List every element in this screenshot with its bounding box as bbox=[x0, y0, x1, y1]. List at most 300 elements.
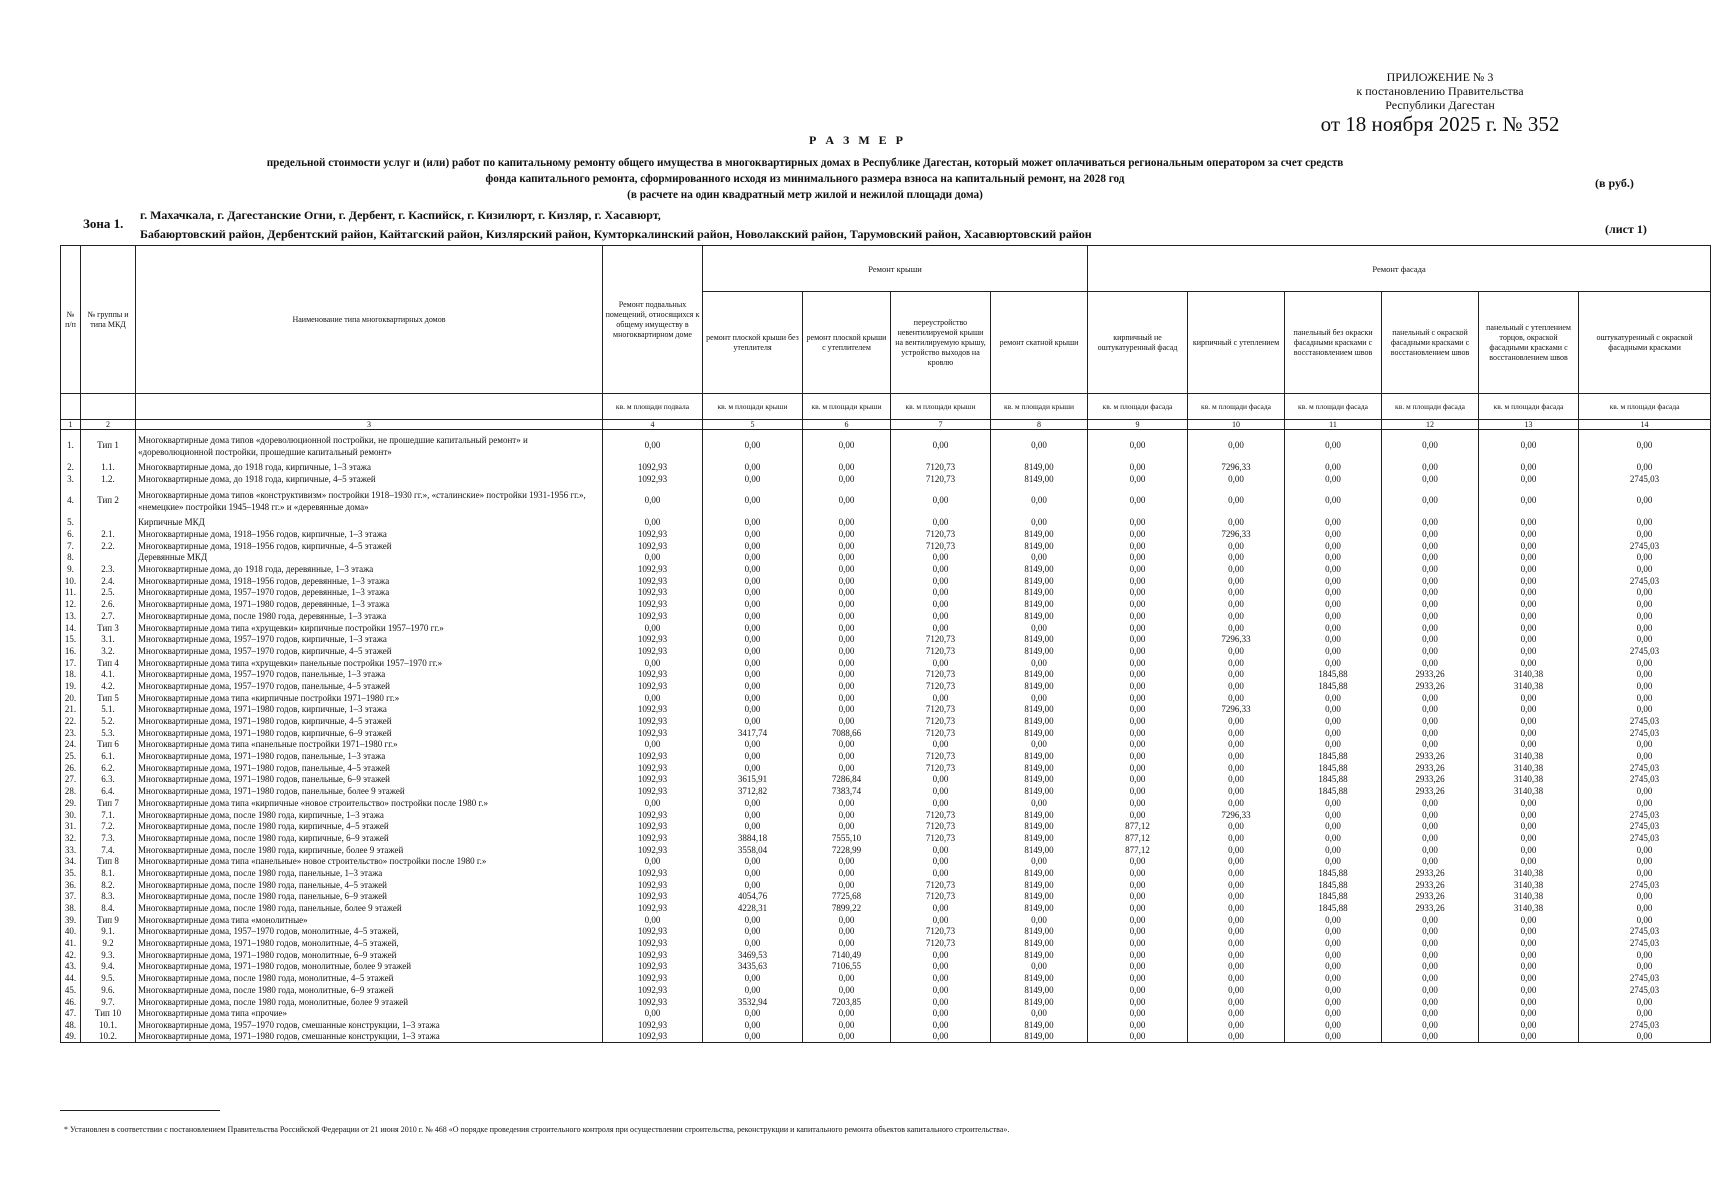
value-cell: 0,00 bbox=[703, 984, 803, 996]
type-cell: 3.1. bbox=[81, 634, 136, 646]
type-cell: 1.2. bbox=[81, 473, 136, 485]
value-cell: 7296,33 bbox=[1188, 462, 1285, 474]
row-number-cell: 37. bbox=[61, 891, 81, 903]
value-cell: 0,00 bbox=[1285, 856, 1382, 868]
value-cell: 0,00 bbox=[803, 1008, 891, 1020]
unit-cell: кв. м площади крыши bbox=[991, 394, 1088, 420]
value-cell: 0,00 bbox=[1285, 984, 1382, 996]
value-cell: 0,00 bbox=[1579, 462, 1711, 474]
value-cell: 0,00 bbox=[703, 973, 803, 985]
value-cell: 7383,74 bbox=[803, 786, 891, 798]
unit-cell: кв. м площади крыши bbox=[703, 394, 803, 420]
value-cell: 0,00 bbox=[1479, 575, 1579, 587]
name-cell: Многоквартирные дома, после 1980 года, монолитные, 6–9 этажей bbox=[136, 984, 603, 996]
value-cell: 0,00 bbox=[703, 809, 803, 821]
value-cell: 877,12 bbox=[1088, 832, 1188, 844]
unit-cell: кв. м площади подвала bbox=[603, 394, 703, 420]
value-cell: 0,00 bbox=[1088, 587, 1188, 599]
value-cell: 7296,33 bbox=[1188, 634, 1285, 646]
value-cell: 0,00 bbox=[703, 704, 803, 716]
value-cell: 3140,38 bbox=[1479, 669, 1579, 681]
value-cell: 0,00 bbox=[891, 856, 991, 868]
value-cell: 0,00 bbox=[803, 430, 891, 462]
value-cell: 0,00 bbox=[1188, 610, 1285, 622]
value-cell: 0,00 bbox=[1088, 903, 1188, 915]
value-cell: 8149,00 bbox=[991, 832, 1088, 844]
table-row bbox=[61, 564, 1711, 576]
value-cell: 0,00 bbox=[1188, 575, 1285, 587]
value-cell: 0,00 bbox=[603, 552, 703, 564]
value-cell: 0,00 bbox=[1479, 914, 1579, 926]
value-cell: 0,00 bbox=[703, 751, 803, 763]
value-cell: 8149,00 bbox=[991, 587, 1088, 599]
value-cell: 0,00 bbox=[1382, 622, 1479, 634]
value-cell: 1092,93 bbox=[603, 587, 703, 599]
value-cell: 877,12 bbox=[1088, 844, 1188, 856]
value-cell: 0,00 bbox=[1285, 727, 1382, 739]
value-cell: 0,00 bbox=[803, 517, 891, 529]
value-cell: 1092,93 bbox=[603, 599, 703, 611]
value-cell: 0,00 bbox=[803, 552, 891, 564]
row-number-cell: 36. bbox=[61, 879, 81, 891]
value-cell: 7725,68 bbox=[803, 891, 891, 903]
type-cell: 3.2. bbox=[81, 645, 136, 657]
value-cell: 0,00 bbox=[803, 879, 891, 891]
value-cell: 0,00 bbox=[703, 1019, 803, 1031]
value-cell: 0,00 bbox=[891, 844, 991, 856]
value-cell: 0,00 bbox=[1088, 540, 1188, 552]
name-cell: Кирпичные МКД bbox=[136, 517, 603, 529]
value-cell: 0,00 bbox=[1088, 599, 1188, 611]
value-cell: 0,00 bbox=[1479, 832, 1579, 844]
name-cell: Многоквартирные дома, 1971–1980 годов, деревянные, 1–3 этажа bbox=[136, 599, 603, 611]
unit-cell: кв. м площади фасада bbox=[1188, 394, 1285, 420]
value-cell: 0,00 bbox=[1088, 786, 1188, 798]
row-number-cell: 7. bbox=[61, 540, 81, 552]
type-cell: Тип 3 bbox=[81, 622, 136, 634]
value-cell: 1092,93 bbox=[603, 564, 703, 576]
value-cell: 0,00 bbox=[1479, 938, 1579, 950]
row-number-cell: 21. bbox=[61, 704, 81, 716]
table-row bbox=[61, 634, 1711, 646]
appendix-title: ПРИЛОЖЕНИЕ № 3 bbox=[1386, 70, 1494, 84]
zone-label: Зона 1. bbox=[83, 216, 124, 231]
value-cell: 8149,00 bbox=[991, 938, 1088, 950]
value-cell: 0,00 bbox=[1579, 564, 1711, 576]
value-cell: 0,00 bbox=[1088, 692, 1188, 704]
value-cell: 2745,03 bbox=[1579, 879, 1711, 891]
type-cell: 9.7. bbox=[81, 996, 136, 1008]
type-cell: Тип 1 bbox=[81, 430, 136, 462]
value-cell: 0,00 bbox=[1382, 575, 1479, 587]
value-cell: 0,00 bbox=[603, 856, 703, 868]
name-cell: Многоквартирные дома, 1957–1970 годов, смешанные конструкции, 1–3 этажа bbox=[136, 1019, 603, 1031]
value-cell: 0,00 bbox=[603, 430, 703, 462]
value-cell: 0,00 bbox=[1188, 669, 1285, 681]
value-cell: 0,00 bbox=[1579, 485, 1711, 517]
value-cell: 1092,93 bbox=[603, 462, 703, 474]
value-cell: 0,00 bbox=[1479, 634, 1579, 646]
value-cell: 0,00 bbox=[703, 1008, 803, 1020]
value-cell: 0,00 bbox=[1285, 552, 1382, 564]
header-roof-group: Ремонт крыши bbox=[703, 246, 1088, 292]
value-cell: 7296,33 bbox=[1188, 704, 1285, 716]
value-cell: 2745,03 bbox=[1579, 473, 1711, 485]
row-number-cell: 32. bbox=[61, 832, 81, 844]
value-cell: 3140,38 bbox=[1479, 903, 1579, 915]
name-cell: Многоквартирные дома, 1918–1956 годов, кирпичные, 4–5 этажей bbox=[136, 540, 603, 552]
value-cell: 0,00 bbox=[1382, 587, 1479, 599]
value-cell: 0,00 bbox=[891, 868, 991, 880]
value-cell: 0,00 bbox=[703, 657, 803, 669]
value-cell: 0,00 bbox=[1188, 540, 1285, 552]
value-cell: 0,00 bbox=[991, 856, 1088, 868]
value-cell: 0,00 bbox=[1285, 926, 1382, 938]
column-number: 2 bbox=[81, 420, 136, 430]
value-cell: 0,00 bbox=[1479, 984, 1579, 996]
value-cell: 0,00 bbox=[703, 599, 803, 611]
value-cell: 0,00 bbox=[803, 973, 891, 985]
appendix-date: от 18 ноября 2025 г. № 352 bbox=[1320, 112, 1560, 136]
value-cell: 2745,03 bbox=[1579, 575, 1711, 587]
value-cell: 0,00 bbox=[1579, 622, 1711, 634]
type-cell: 2.2. bbox=[81, 540, 136, 552]
value-cell: 2933,26 bbox=[1382, 868, 1479, 880]
value-cell: 0,00 bbox=[1285, 462, 1382, 474]
value-cell: 0,00 bbox=[1088, 1019, 1188, 1031]
row-number-cell: 42. bbox=[61, 949, 81, 961]
value-cell: 0,00 bbox=[1579, 949, 1711, 961]
unit-cell: кв. м площади фасада bbox=[1088, 394, 1188, 420]
row-number-cell: 45. bbox=[61, 984, 81, 996]
column-number: 12 bbox=[1382, 420, 1479, 430]
name-cell: Многоквартирные дома, 1971–1980 годов, монолитные, более 9 этажей bbox=[136, 961, 603, 973]
name-cell: Многоквартирные дома типа «панельные постройки 1971–1980 гг.» bbox=[136, 739, 603, 751]
value-cell: 0,00 bbox=[1285, 914, 1382, 926]
value-cell: 0,00 bbox=[703, 692, 803, 704]
row-number-cell: 29. bbox=[61, 797, 81, 809]
value-cell: 0,00 bbox=[1479, 473, 1579, 485]
name-cell: Многоквартирные дома, после 1980 года, панельные, 6–9 этажей bbox=[136, 891, 603, 903]
type-cell: 4.2. bbox=[81, 681, 136, 693]
value-cell: 0,00 bbox=[1088, 1031, 1188, 1043]
value-cell: 1092,93 bbox=[603, 844, 703, 856]
value-cell: 0,00 bbox=[1188, 973, 1285, 985]
value-cell: 0,00 bbox=[703, 462, 803, 474]
footnote-text: Установлен в соответствии с постановлением Правительства Российской Федерации от 21 июня 2010 г. № 468 «О порядке проведения строительного контроля при осуществлении строительства, реконструкции и капитального ремонта объектов капитального строительства». bbox=[70, 1125, 1010, 1134]
table-row bbox=[61, 692, 1711, 704]
header-facade-panel-insulated: панельный с утеплением торцов, окраской фасадными красками с восстановлением швов bbox=[1479, 292, 1579, 394]
row-number-cell: 28. bbox=[61, 786, 81, 798]
name-cell: Многоквартирные дома, 1971–1980 годов, панельные, более 9 этажей bbox=[136, 786, 603, 798]
value-cell: 0,00 bbox=[891, 657, 991, 669]
value-cell: 0,00 bbox=[1088, 891, 1188, 903]
value-cell: 0,00 bbox=[991, 961, 1088, 973]
value-cell: 0,00 bbox=[703, 529, 803, 541]
value-cell: 1845,88 bbox=[1285, 786, 1382, 798]
value-cell: 0,00 bbox=[703, 540, 803, 552]
value-cell: 0,00 bbox=[1479, 727, 1579, 739]
value-cell: 1092,93 bbox=[603, 473, 703, 485]
row-number-cell: 11. bbox=[61, 587, 81, 599]
value-cell: 0,00 bbox=[803, 540, 891, 552]
unit-cell: кв. м площади фасада bbox=[1382, 394, 1479, 420]
value-cell: 0,00 bbox=[1188, 903, 1285, 915]
value-cell: 0,00 bbox=[1579, 704, 1711, 716]
value-cell: 0,00 bbox=[703, 821, 803, 833]
value-cell: 0,00 bbox=[1382, 973, 1479, 985]
column-number: 8 bbox=[991, 420, 1088, 430]
value-cell: 7120,73 bbox=[891, 727, 991, 739]
value-cell: 0,00 bbox=[1579, 1008, 1711, 1020]
value-cell: 0,00 bbox=[803, 529, 891, 541]
value-cell: 2745,03 bbox=[1579, 926, 1711, 938]
value-cell: 0,00 bbox=[1382, 949, 1479, 961]
value-cell: 1092,93 bbox=[603, 575, 703, 587]
row-number-cell: 41. bbox=[61, 938, 81, 950]
value-cell: 1092,93 bbox=[603, 1019, 703, 1031]
value-cell: 8149,00 bbox=[991, 645, 1088, 657]
value-cell: 0,00 bbox=[1382, 462, 1479, 474]
value-cell: 0,00 bbox=[803, 984, 891, 996]
value-cell: 0,00 bbox=[991, 517, 1088, 529]
value-cell: 0,00 bbox=[803, 587, 891, 599]
value-cell: 0,00 bbox=[1285, 622, 1382, 634]
value-cell: 1845,88 bbox=[1285, 681, 1382, 693]
value-cell: 1092,93 bbox=[603, 949, 703, 961]
value-cell: 7120,73 bbox=[891, 926, 991, 938]
value-cell: 0,00 bbox=[991, 622, 1088, 634]
value-cell: 0,00 bbox=[1088, 868, 1188, 880]
type-cell: 1.1. bbox=[81, 462, 136, 474]
value-cell: 0,00 bbox=[1382, 610, 1479, 622]
value-cell: 1092,93 bbox=[603, 891, 703, 903]
column-number: 10 bbox=[1188, 420, 1285, 430]
value-cell: 0,00 bbox=[1382, 961, 1479, 973]
value-cell: 0,00 bbox=[1188, 797, 1285, 809]
value-cell: 0,00 bbox=[1382, 739, 1479, 751]
value-cell: 1092,93 bbox=[603, 868, 703, 880]
value-cell: 7140,49 bbox=[803, 949, 891, 961]
value-cell: 1092,93 bbox=[603, 774, 703, 786]
value-cell: 0,00 bbox=[1382, 914, 1479, 926]
value-cell: 8149,00 bbox=[991, 727, 1088, 739]
value-cell: 0,00 bbox=[803, 610, 891, 622]
value-cell: 1092,93 bbox=[603, 529, 703, 541]
value-cell: 0,00 bbox=[1579, 961, 1711, 973]
value-cell: 0,00 bbox=[1479, 552, 1579, 564]
value-cell: 0,00 bbox=[1479, 610, 1579, 622]
appendix-ref-2: Республики Дагестан bbox=[1385, 98, 1495, 112]
row-number-cell: 15. bbox=[61, 634, 81, 646]
value-cell: 0,00 bbox=[1479, 587, 1579, 599]
value-cell: 2933,26 bbox=[1382, 891, 1479, 903]
name-cell: Многоквартирные дома, 1957–1970 годов, монолитные, 4–5 этажей, bbox=[136, 926, 603, 938]
name-cell: Многоквартирные дома, 1957–1970 годов, деревянные, 1–3 этажа bbox=[136, 587, 603, 599]
table-row bbox=[61, 891, 1711, 903]
row-number-cell: 27. bbox=[61, 774, 81, 786]
value-cell: 0,00 bbox=[1188, 645, 1285, 657]
value-cell: 0,00 bbox=[1479, 1008, 1579, 1020]
name-cell: Многоквартирные дома типа «кирпичные «новое строительство» постройки после 1980 г.» bbox=[136, 797, 603, 809]
type-cell: Тип 2 bbox=[81, 485, 136, 517]
table-row bbox=[61, 473, 1711, 485]
value-cell: 0,00 bbox=[1382, 645, 1479, 657]
table-row bbox=[61, 1008, 1711, 1020]
value-cell: 0,00 bbox=[803, 739, 891, 751]
value-cell: 0,00 bbox=[1285, 575, 1382, 587]
value-cell: 0,00 bbox=[1188, 1031, 1285, 1043]
value-cell: 3140,38 bbox=[1479, 751, 1579, 763]
value-cell: 8149,00 bbox=[991, 984, 1088, 996]
value-cell: 0,00 bbox=[1188, 786, 1285, 798]
row-number-cell: 40. bbox=[61, 926, 81, 938]
value-cell: 0,00 bbox=[1285, 809, 1382, 821]
value-cell: 0,00 bbox=[603, 797, 703, 809]
value-cell: 0,00 bbox=[1188, 517, 1285, 529]
table-row bbox=[61, 926, 1711, 938]
header-name: Наименование типа многоквартирных домов bbox=[136, 246, 603, 394]
value-cell: 0,00 bbox=[1188, 914, 1285, 926]
value-cell: 0,00 bbox=[991, 797, 1088, 809]
cost-table bbox=[60, 245, 1711, 1043]
row-number-cell: 46. bbox=[61, 996, 81, 1008]
value-cell: 2745,03 bbox=[1579, 774, 1711, 786]
value-cell: 8149,00 bbox=[991, 926, 1088, 938]
value-cell: 2745,03 bbox=[1579, 1019, 1711, 1031]
row-number-cell: 43. bbox=[61, 961, 81, 973]
name-cell: Многоквартирные дома, после 1980 года, кирпичные, 4–5 этажей bbox=[136, 821, 603, 833]
value-cell: 0,00 bbox=[1188, 821, 1285, 833]
row-number-cell: 8. bbox=[61, 552, 81, 564]
value-cell: 0,00 bbox=[1382, 692, 1479, 704]
value-cell: 0,00 bbox=[703, 914, 803, 926]
value-cell: 0,00 bbox=[1088, 914, 1188, 926]
type-cell: 7.4. bbox=[81, 844, 136, 856]
value-cell: 0,00 bbox=[1088, 774, 1188, 786]
type-cell: 6.3. bbox=[81, 774, 136, 786]
row-number-cell: 35. bbox=[61, 868, 81, 880]
table-row bbox=[61, 973, 1711, 985]
value-cell: 8149,00 bbox=[991, 868, 1088, 880]
row-number-cell: 4. bbox=[61, 485, 81, 517]
value-cell: 0,00 bbox=[803, 1019, 891, 1031]
value-cell: 0,00 bbox=[1285, 1031, 1382, 1043]
row-number-cell: 44. bbox=[61, 973, 81, 985]
value-cell: 0,00 bbox=[1479, 949, 1579, 961]
type-cell: 2.5. bbox=[81, 587, 136, 599]
value-cell: 7120,73 bbox=[891, 645, 991, 657]
name-cell: Многоквартирные дома, до 1918 года, кирпичные, 1–3 этажа bbox=[136, 462, 603, 474]
value-cell: 0,00 bbox=[1188, 657, 1285, 669]
value-cell: 0,00 bbox=[1382, 856, 1479, 868]
value-cell: 0,00 bbox=[1285, 692, 1382, 704]
value-cell: 3712,82 bbox=[703, 786, 803, 798]
value-cell: 0,00 bbox=[1088, 797, 1188, 809]
value-cell: 0,00 bbox=[1382, 821, 1479, 833]
value-cell: 0,00 bbox=[1285, 832, 1382, 844]
value-cell: 0,00 bbox=[1479, 529, 1579, 541]
type-cell: 2.6. bbox=[81, 599, 136, 611]
unit-cell bbox=[61, 394, 81, 420]
type-cell: 10.1. bbox=[81, 1019, 136, 1031]
header-roof-pitched: ремонт скатной крыши bbox=[991, 292, 1088, 394]
table-row bbox=[61, 984, 1711, 996]
name-cell: Многоквартирные дома, после 1980 года, панельные, 1–3 этажа bbox=[136, 868, 603, 880]
value-cell: 7120,73 bbox=[891, 821, 991, 833]
currency-note: (в руб.) bbox=[1595, 176, 1634, 190]
value-cell: 0,00 bbox=[1088, 634, 1188, 646]
value-cell: 0,00 bbox=[1382, 844, 1479, 856]
value-cell: 1092,93 bbox=[603, 903, 703, 915]
value-cell: 8149,00 bbox=[991, 704, 1088, 716]
value-cell: 0,00 bbox=[1188, 868, 1285, 880]
document-title: Р А З М Е Р bbox=[809, 133, 906, 147]
value-cell: 0,00 bbox=[1188, 552, 1285, 564]
value-cell: 7120,73 bbox=[891, 879, 991, 891]
value-cell: 7120,73 bbox=[891, 716, 991, 728]
value-cell: 2933,26 bbox=[1382, 879, 1479, 891]
value-cell: 0,00 bbox=[803, 797, 891, 809]
value-cell: 0,00 bbox=[803, 856, 891, 868]
row-number-cell: 25. bbox=[61, 751, 81, 763]
value-cell: 7120,73 bbox=[891, 529, 991, 541]
value-cell: 1092,93 bbox=[603, 681, 703, 693]
value-cell: 0,00 bbox=[1479, 856, 1579, 868]
value-cell: 4054,76 bbox=[703, 891, 803, 903]
value-cell: 0,00 bbox=[1479, 462, 1579, 474]
table-row bbox=[61, 529, 1711, 541]
row-number-cell: 47. bbox=[61, 1008, 81, 1020]
value-cell: 0,00 bbox=[1188, 587, 1285, 599]
value-cell: 0,00 bbox=[603, 622, 703, 634]
value-cell: 0,00 bbox=[1579, 610, 1711, 622]
value-cell: 0,00 bbox=[1088, 727, 1188, 739]
value-cell: 8149,00 bbox=[991, 774, 1088, 786]
table-row bbox=[61, 821, 1711, 833]
value-cell: 0,00 bbox=[1579, 868, 1711, 880]
value-cell: 0,00 bbox=[1088, 473, 1188, 485]
value-cell: 3140,38 bbox=[1479, 762, 1579, 774]
value-cell: 2745,03 bbox=[1579, 762, 1711, 774]
value-cell: 0,00 bbox=[1382, 540, 1479, 552]
value-cell: 0,00 bbox=[703, 1031, 803, 1043]
value-cell: 0,00 bbox=[1188, 599, 1285, 611]
value-cell: 2745,03 bbox=[1579, 716, 1711, 728]
value-cell: 0,00 bbox=[603, 1008, 703, 1020]
value-cell: 0,00 bbox=[803, 938, 891, 950]
value-cell: 0,00 bbox=[1188, 774, 1285, 786]
value-cell: 8149,00 bbox=[991, 716, 1088, 728]
value-cell: 3615,91 bbox=[703, 774, 803, 786]
value-cell: 0,00 bbox=[1188, 832, 1285, 844]
name-cell: Многоквартирные дома, 1971–1980 годов, кирпичные, 1–3 этажа bbox=[136, 704, 603, 716]
type-cell: 9.2 bbox=[81, 938, 136, 950]
value-cell: 0,00 bbox=[1579, 996, 1711, 1008]
type-cell: 7.3. bbox=[81, 832, 136, 844]
value-cell: 0,00 bbox=[1479, 926, 1579, 938]
value-cell: 0,00 bbox=[1479, 797, 1579, 809]
value-cell: 0,00 bbox=[1479, 821, 1579, 833]
row-number-cell: 18. bbox=[61, 669, 81, 681]
value-cell: 3469,53 bbox=[703, 949, 803, 961]
value-cell: 0,00 bbox=[703, 473, 803, 485]
name-cell: Многоквартирные дома, после 1980 года, деревянные, 1–3 этажа bbox=[136, 610, 603, 622]
value-cell: 0,00 bbox=[1382, 564, 1479, 576]
value-cell: 1845,88 bbox=[1285, 879, 1382, 891]
value-cell: 0,00 bbox=[891, 692, 991, 704]
column-number: 13 bbox=[1479, 420, 1579, 430]
